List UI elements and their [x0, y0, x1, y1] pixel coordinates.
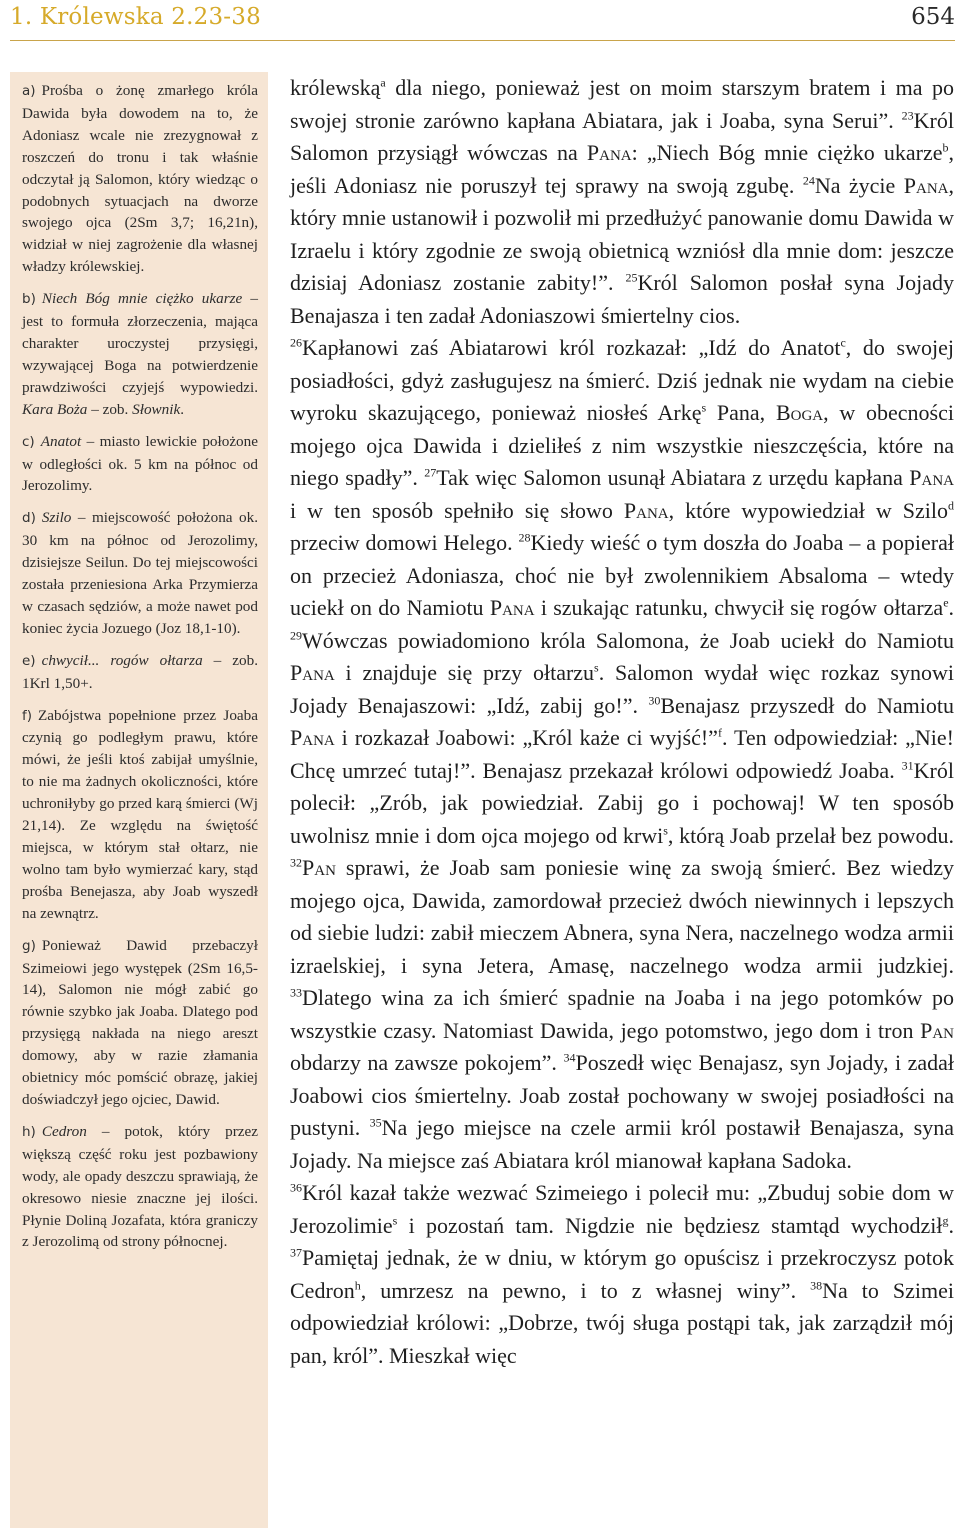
- header-rule: [10, 40, 955, 41]
- paragraph: $^{26}$Kapłanowi zaś Abiatarowi król rozkazał: „Idź do Anatot$^c$, do swojej posiadłości, gdyż zasługujesz na śmierć. Dziś jednak nie wydam na ciebie wyroku skazującego, ponieważ niosłeś Arkę$^s$ Pana, Boga, w obecności mojego ojca Dawida i dzieliłeś z nim wszystkie nieszczęścia, które na niego spadły”. $^{27}$Tak więc Salomon usunął Abiatara z urzędu kapłana Pana i w ten sposób spełniło się słowo Pana, które wypowiedział w Szilo$^d$ przeciw domowi Helego. $^{28}$Kiedy wieść o tym doszła do Joaba – a popierał on przecież Adoniasza, choć nie był zwolennikiem Absaloma – wtedy uciekł on do Namiotu Pana i szukając ratunku, chwycił się rogów ołtarza$^e$. $^{29}$Wówczas powiadomiono króla Salomona, że Joab uciekł do Namiotu Pana i znajduje się przy ołtarzu$^s$. Salomon wydał więc rozkaz synowi Jojady Benajaszowi: „Idź, zabij go!”. $^{30}$Benajasz przyszedł do Namiotu Pana i rozkazał Joabowi: „Król każe ci wyjść!”$^f$. Ten odpowiedział: „Nie! Chcę umrzeć tutaj!”. Benajasz przekazał królowi odpowiedź Joaba. $^{31}$Król polecił: „Zrób, jak powiedział. Zabij go i pochowaj! W ten sposób uwolnisz mnie i dom ojca mojego od krwi$^s$, którą Joab przelał bez powodu. $^{32}$Pan sprawi, że Joab sam poniesie winę za swoją śmierć. Bez wiedzy mojego ojca, Dawida, zamordował przecież dwóch niewinnych i lepszych od siebie ludzi: zabił mieczem Abnera, syna Nera, naczelnego wodza armii izraelskiej, i syna Jetera, Amasę, naczelnego wodza armii judzkiej. $^{33}$Dlatego wina za ich śmierć spadnie na Joaba i na jego potomków po wszystkie czasy. Natomiast Dawida, jego potomstwo, jego dom i tron Pan obdarzy na zawsze pokojem”. $^{34}$Poszedł więc Benajasz, syn Jojady, i zadał Joabowi cios śmiertelny. Joab został pochowany w swojej posiadłości na pustyni. $^{35}$Na jego miejsce na czele armii król postawił Benajasza, syna Jojady. Na miejsce zaś Abiatara król mianował kapłana Sadoka.: [290, 335, 955, 1173]
- footnote-label: h): [22, 1123, 36, 1140]
- footnote-text: Cedron – potok, który przez większą część roku jest pozbawiony wody, ale opady deszczu sprawiają, że okresowo niesie znaczne jej ilości. Płynie Doliną Jozafata, która graniczy z Jerozolimą od strony północnej.: [22, 1122, 258, 1251]
- footnote-text: Niech Bóg mnie ciężko ukarze – jest to formuła złorzeczenia, mająca charakter uroczystej przysięgi, wzywającej Boga na potwierdzenie prawdziwości czyjejś wypowiedzi. Kara Boża – zob. Słownik.: [22, 290, 258, 418]
- footnote-label: a): [22, 83, 36, 99]
- paragraph: królewską$^a$ dla niego, ponieważ jest on moim starszym bratem i ma po swojej stronie zarówno kapłana Abiatara, jak i Joaba, syna Serui”. $^{23}$Król Salomon przysiągł wówczas na Pana: „Niech Bóg mnie ciężko ukarze$^b$, jeśli Adoniasz nie poruszył tej sprawy na swoją zgubę. $^{24}$Na życie Pana, który mnie ustanowił i pozwolił mi przedłużyć panowanie domu Dawida w Izraelu i który zgodnie ze swoją obietnicą wzniósł dla mnie dom: jeszcze dzisiaj Adoniasz zostanie zabity!”. $^{25}$Król Salomon posłał syna Jojady Benajasza i ten zadał Adoniaszowi śmiertelny cios.: [290, 75, 954, 328]
- page-header: [10, 4, 955, 34]
- footnote: [22, 288, 258, 420]
- book-reference: 1. Królewska 2.23-38: [10, 4, 261, 30]
- footnote-text: Prośba o żonę zmarłego króla Dawida była dowodem na to, że Adoniasz wcale nie zrezygnował z roszczeń do tronu i tak właśnie odczytał ją Salomon, który wiedząc o podobnych sytuacjach na dworze swojego ojca (2Sm 3,7; 16,21n), widział w niej zagrożenie dla własnej władzy królewskiej.: [22, 82, 258, 276]
- footnote-text: Anatot – miasto lewickie położone w odległości ok. 5 km na północ od Jerozolimy.: [22, 432, 258, 495]
- footnote: [22, 650, 258, 695]
- footnote: [22, 431, 258, 498]
- footnote: [22, 1121, 258, 1253]
- footnote: [22, 935, 258, 1111]
- footnote: [22, 705, 258, 925]
- footnote-text: Ponieważ Dawid przebaczył Szimeiowi jego występek (2Sm 16,5-14), Salomon nie mógł zabić go równie szybko jak Joaba. Dlatego pod przysięgą nakłada na niego areszt domowy, aby w razie złamania obietnicy móc pomścić obrazę, jakiej doświadczył jego ojciec, Dawid.: [22, 936, 258, 1108]
- footnote-label: f): [22, 707, 33, 724]
- footnotes-column: [10, 72, 268, 1528]
- footnote-text: chwycił... rogów ołtarza – zob. 1Krl 1,50+.: [22, 651, 258, 692]
- footnote-text: Szilo – miejscowość położona ok. 30 km na północ od Jerozolimy, dzisiejsze Seilun. Do tej miejscowości została przeniesiona Arka Przymierza w czasach sędziów, a może nawet pod koniec życia Jozuego (Joz 18,1-10).: [22, 509, 258, 637]
- footnote-label: b): [22, 291, 36, 308]
- footnote-label: d): [22, 510, 36, 527]
- page-number: 654: [911, 4, 955, 30]
- footnote-label: c): [22, 433, 35, 450]
- main-text-column: [290, 72, 954, 1372]
- footnote-text: Zabójstwa popełnione przez Joaba czynią go podległym prawu, które mówi, że jeśli ktoś zabijał umyślnie, to nie ma żadnych okoliczności, które uchroniłyby go przed karą śmierci (Wj 21,14). Ze względu na świętość miejsca, w którym stał ołtarz, nie wolno tam było wymierzać kary, stąd prośba Benejasza, aby Joab wyszedł na zewnątrz.: [22, 706, 258, 922]
- footnote: [22, 80, 258, 278]
- footnote: [22, 507, 258, 639]
- footnote-label: g): [22, 937, 36, 954]
- footnote-label: e): [22, 652, 36, 669]
- paragraph: $^{36}$Król kazał także wezwać Szimeiego i polecił mu: „Zbuduj sobie dom w Jerozolimie$^s$ i pozostań tam. Nigdzie nie będziesz stamtąd wychodził$^g$. $^{37}$Pamiętaj jednak, że w dniu, w którym go opuścisz i przekroczysz potok Cedron$^h$, umrzesz na pewno, i to z własnej winy”. $^{38}$Na to Szimei odpowiedział królowi: „Dobrze, twój sługa postąpi tak, jak zarządził mój pan, król”. Mieszkał więc: [290, 1180, 954, 1368]
